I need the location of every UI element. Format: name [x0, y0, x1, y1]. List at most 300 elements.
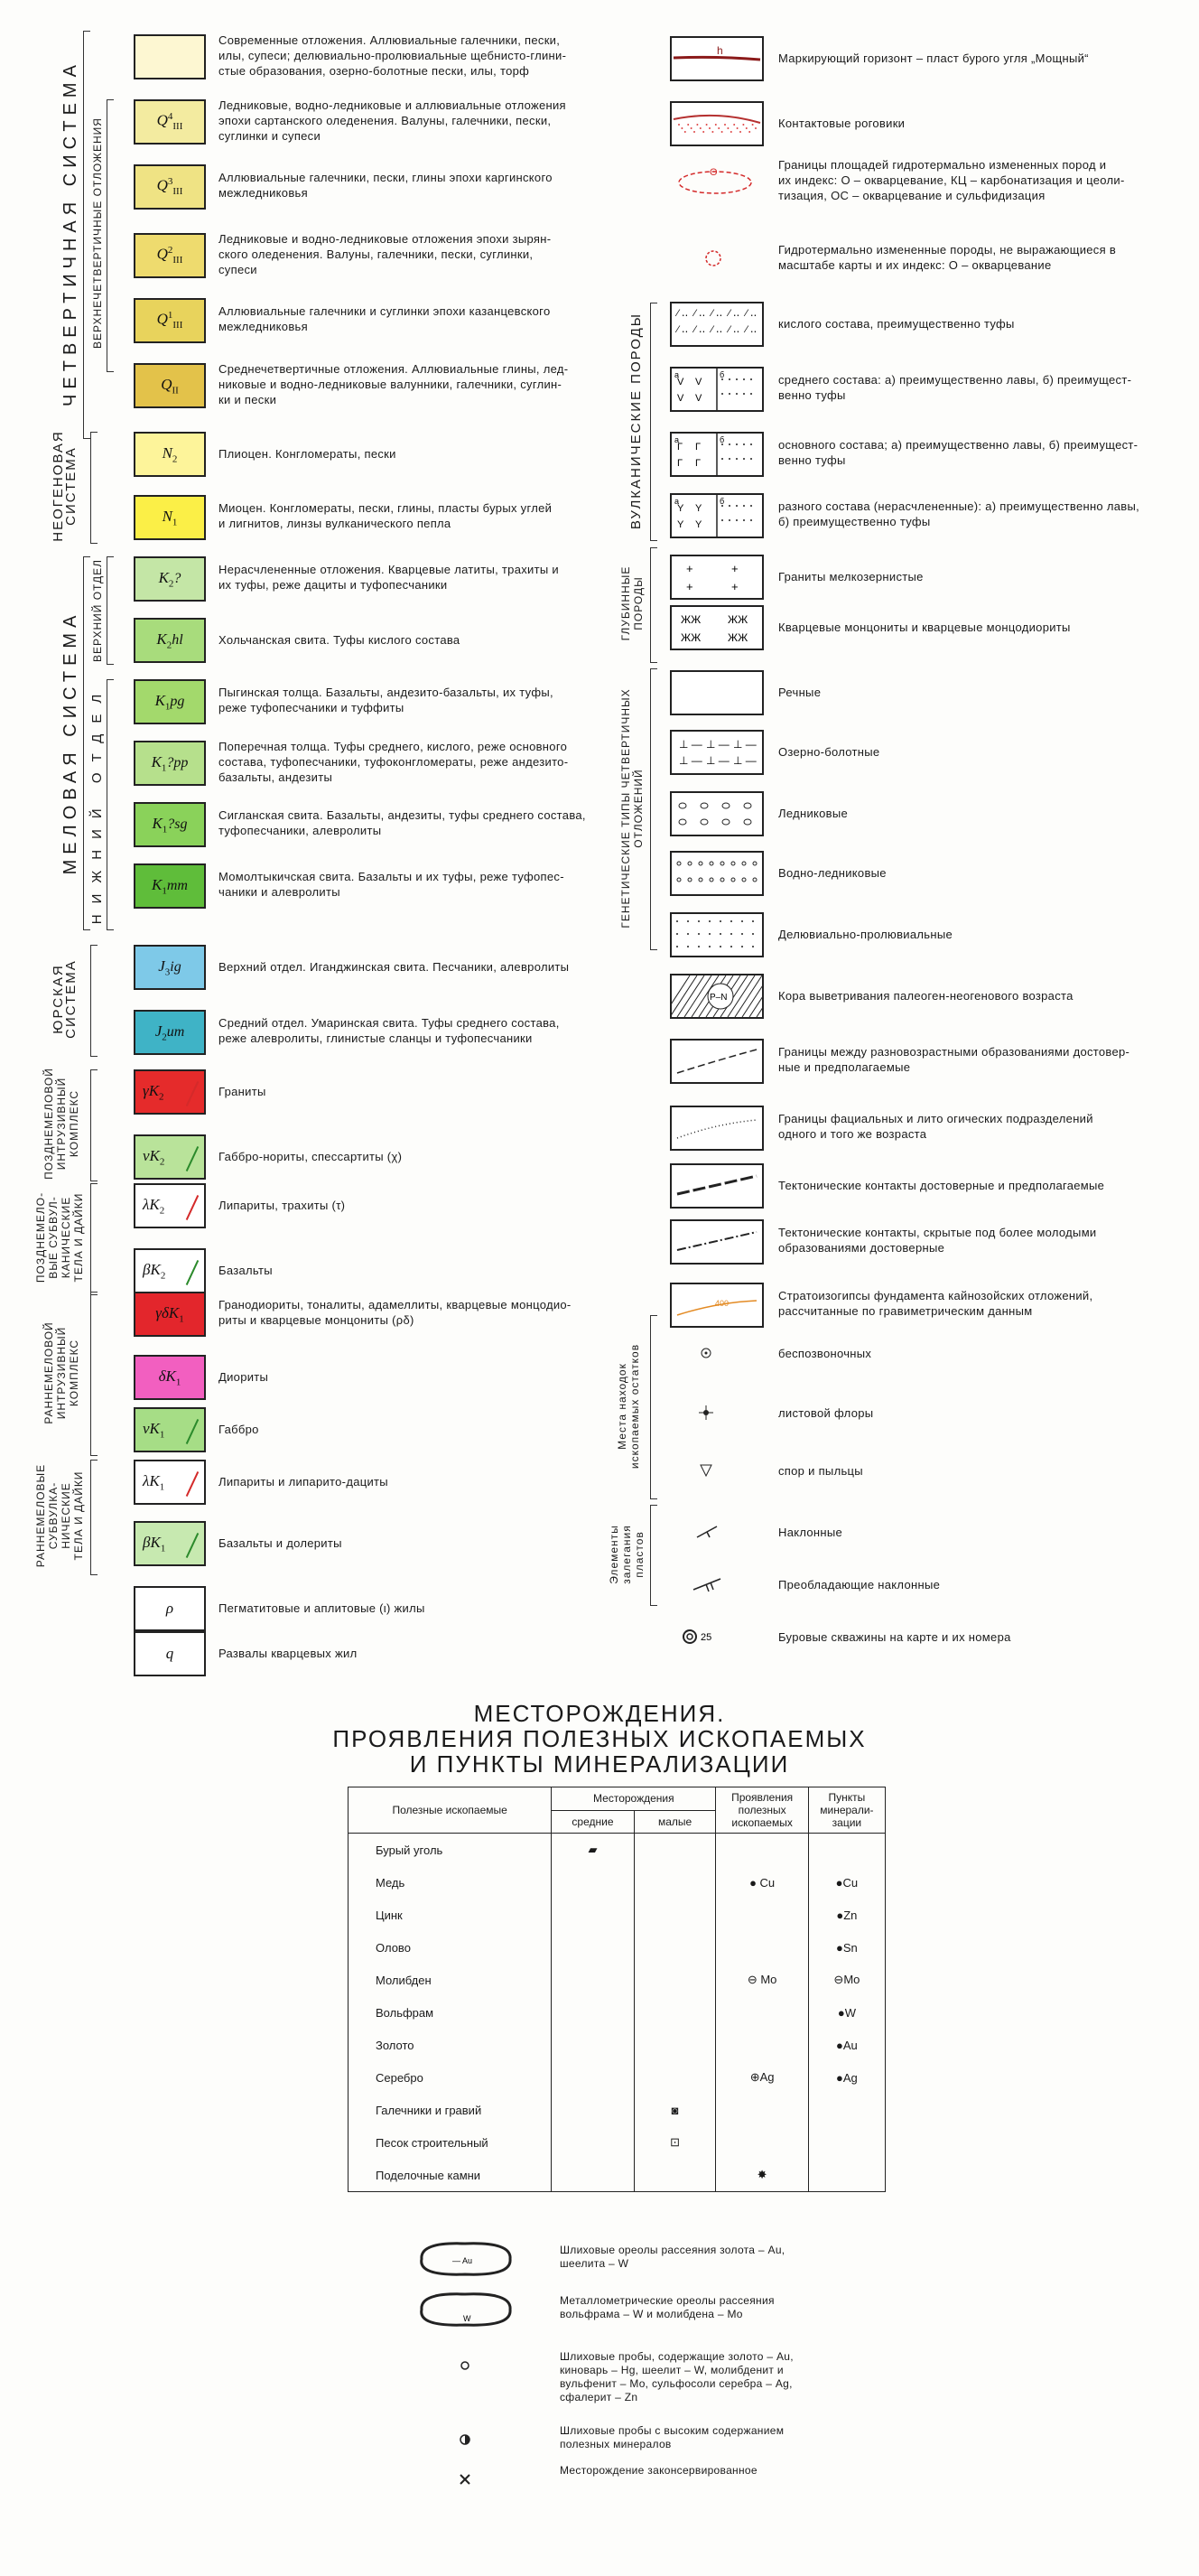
swatch-sub: III [172, 255, 183, 266]
legend-description: Ледниковые, водно-ледниковые и аллювиальные отложения эпохи сартанского оледенения. Валуны, галечники, пески, суглинки и супеси [218, 98, 566, 143]
table-row [349, 2159, 886, 2192]
swatch-sup: 4 [167, 111, 173, 123]
legend-description: Тектонические контакты, скрытые под более молодыми образованиями достоверные [778, 1226, 1097, 1255]
tuff-mark: ⁄ ‥ [729, 308, 740, 319]
legend-swatch [134, 34, 206, 79]
swatch-sub: 2 [159, 1091, 164, 1103]
table-row [349, 2061, 886, 2094]
legend-description: Кварцевые монцониты и кварцевые монцодиориты [778, 621, 1071, 634]
swatch-code [157, 176, 183, 197]
monzonite-mark: ЖЖ [681, 613, 702, 626]
fossils-label: Места находок ископаемых остатков [616, 1343, 641, 1470]
mineral-mark [552, 2061, 634, 2094]
hornfels-dot [691, 127, 692, 129]
hidden-contact [677, 1232, 757, 1250]
table-row [349, 1996, 886, 2029]
swatch-code [143, 1420, 164, 1440]
legend-swatch [134, 1521, 206, 1566]
legend-description: Сигланская свита. Базальты, андезиты, туфы среднего состава, туфопесчаники, алевролиты [218, 808, 586, 837]
swatch-sub: II [172, 385, 179, 397]
dip-tick [707, 1532, 710, 1537]
swatch-sub: III [172, 121, 183, 133]
quaternary-bracket [83, 31, 90, 439]
swatch-symbol: J [154, 1022, 163, 1040]
bottom-legend-symbol [411, 2417, 519, 2462]
pebble-mark [720, 862, 724, 865]
variant-b: б [720, 370, 725, 379]
mineral-mark [716, 2126, 808, 2159]
symbol-graphic [672, 495, 762, 537]
dike-stroke [186, 1146, 199, 1171]
crust-hatch [677, 975, 704, 1017]
legend-description: основного состава; а) преимущественно лавы, б) преимущест- венно туфы [778, 438, 1139, 467]
hornfels-dot [681, 127, 683, 129]
symbol-graphic [672, 853, 762, 894]
bottom-legend-text: Металлометрические ореолы рассеяния вольфрама – W и молибдена – Mo [560, 2294, 775, 2320]
legend-symbol [670, 605, 764, 650]
legend-description: Ледниковые [778, 807, 849, 820]
mineral-mark [552, 1866, 634, 1899]
swatch-code [143, 1261, 165, 1281]
deep-label: ГЛУБИННЫЕ ПОРОДЫ [619, 565, 645, 641]
legend-symbol [670, 1615, 764, 1660]
legend-description: Базальты [218, 1264, 273, 1277]
legend-description: Нерасчлененные отложения. Кварцевые латиты, трахиты и их туфы, реже дациты и туфопесчаники [218, 563, 559, 592]
marsh-mark: ⊥ — [706, 738, 730, 751]
boulder-mark [701, 819, 708, 825]
legend-swatch [134, 233, 206, 278]
legend-description: Тектонические контакты достоверные и предполагаемые [778, 1179, 1105, 1192]
crust-hatch [672, 975, 697, 1017]
legend-swatch [134, 863, 206, 909]
legend-symbol [670, 1163, 764, 1209]
hornfels-dot [737, 127, 739, 129]
mineral-mark: ⊡ [634, 2126, 716, 2159]
tuff-mark: ⁄ ‥ [746, 324, 758, 335]
legend-description: Средний отдел. Умаринская свита. Туфы среднего состава, реже алевролиты, глинистые сланцы и туфопесчаники [218, 1016, 560, 1045]
tuff-dot [743, 505, 745, 507]
crust-hatch [757, 975, 762, 1017]
header-occurrences: Проявления полезных ископаемых [716, 1787, 808, 1834]
tuff-dot [736, 378, 738, 380]
debris-dot [698, 946, 700, 947]
facies-boundary [677, 1120, 757, 1138]
symbol-graphic [672, 672, 762, 714]
symbol-graphic [672, 303, 762, 345]
mineral-mark [634, 1931, 716, 1964]
legend-symbol [670, 974, 764, 1019]
hornfels-dot [748, 131, 750, 133]
debris-dot [741, 946, 743, 947]
halo-label: W [463, 2314, 471, 2323]
early-subvolcanic-bracket [90, 1460, 98, 1575]
swatch-suffix: hl [172, 631, 183, 648]
pebble-mark [742, 862, 746, 865]
swatch-sub: 2 [166, 639, 172, 651]
neogene-bracket [90, 432, 98, 544]
debris-dot [752, 946, 754, 947]
table-row [349, 1899, 886, 1931]
tuff-dot [721, 519, 723, 521]
symbol-graphic [670, 1331, 760, 1373]
lava-mark: V [677, 393, 684, 404]
legend-swatch [134, 298, 206, 343]
swatch-sub: 2 [162, 1031, 167, 1043]
halo-label: — Au [452, 2256, 473, 2265]
tuff-dot [729, 505, 730, 507]
debris-dot [698, 933, 700, 935]
variant-a: а [674, 370, 680, 379]
symbol-graphic [672, 556, 762, 598]
tuff-dot [721, 393, 723, 395]
mineral-mark [808, 2094, 885, 2126]
tuff-dot [743, 393, 745, 395]
symbol-graphic [672, 103, 762, 145]
legend-description: Наклонные [778, 1526, 843, 1539]
invertebrate-dot [705, 1352, 708, 1355]
early-subvolcanic-label: РАННЕМЕЛОВЫЕ СУБВУЛКА- НИЧЕСКИЕ ТЕЛА И ДАЙКИ [34, 1463, 85, 1568]
mineral-mark: ●Zn [808, 1899, 885, 1931]
small-alteration-symbol [706, 251, 720, 266]
crust-hatch [735, 975, 762, 1017]
swatch-sup: 3 [167, 176, 173, 188]
header-deposits: Месторождения [552, 1787, 716, 1811]
legend-description: Граниты [218, 1085, 266, 1098]
tuff-dot [743, 519, 745, 521]
swatch-code [155, 692, 185, 712]
mineral-mark [808, 2126, 885, 2159]
swatch-symbol: βK [143, 1260, 161, 1278]
legend-symbol [670, 1391, 764, 1436]
legend-description: Озерно-болотные [778, 745, 880, 759]
legend-swatch [134, 1248, 206, 1293]
legend-swatch [134, 432, 206, 477]
mineral-mark [716, 2094, 808, 2126]
legend-swatch [134, 1407, 206, 1452]
hornfels-dot [696, 124, 698, 126]
swatch-symbol: λK [143, 1195, 160, 1213]
lava-mark: Γ [677, 442, 683, 453]
legend-description: Момолтыкичская свита. Базальты и их туфы, реже туфопес- чаники и алевролиты [218, 870, 564, 899]
legend-symbol [670, 851, 764, 896]
legend-swatch [134, 679, 206, 724]
upper-quaternary-bracket [107, 99, 114, 372]
swatch-symbol: βK [143, 1533, 161, 1551]
swatch-code [143, 1534, 165, 1554]
debris-dot [709, 920, 711, 922]
boulder-mark [701, 803, 708, 808]
pebble-mark [710, 862, 713, 865]
header-medium: средние [552, 1810, 634, 1834]
legend-description: Среднечетвертичные отложения. Аллювиальные глины, лед- никовые и водно-ледниковые валунники, галечники, суглин- ки и пески [218, 362, 569, 406]
hornfels-dot [684, 131, 686, 133]
mineral-mark [716, 1931, 808, 1964]
symbol-graphic [670, 237, 760, 278]
legend-description: Верхний отдел. Иганджинская свита. Песчаники, алевролиты [218, 960, 570, 974]
table-row [349, 2094, 886, 2126]
granite-mark: + [731, 562, 739, 575]
legend-description: Плиоцен. Конгломераты, пески [218, 447, 396, 461]
swatch-sub: III [172, 186, 183, 198]
mineral-name: Золото [349, 2029, 552, 2061]
tuff-mark: ⁄ ‥ [694, 308, 706, 319]
pebble-mark [699, 862, 702, 865]
tuff-dot [721, 458, 723, 460]
symbol-graphic [672, 1107, 762, 1149]
swatch-symbol: K [151, 752, 162, 770]
dike-stroke [186, 1533, 199, 1558]
swatch-code [158, 957, 181, 977]
mineral-mark [634, 2159, 716, 2192]
variant-b: б [720, 497, 725, 506]
swatch-symbol: K [158, 568, 169, 586]
pebble-mark [742, 878, 746, 882]
legend-swatch [134, 1069, 206, 1115]
swatch-code [157, 310, 183, 331]
legend-description: Контактовые роговики [778, 117, 906, 130]
mineral-mark: ◙ [634, 2094, 716, 2126]
lava-mark: Y [677, 503, 684, 514]
symbol-graphic [670, 1615, 760, 1657]
bottom-legend-text: Шлиховые ореолы рассеяния золота – Au, шеелита – W [560, 2244, 785, 2270]
genetic-bracket [650, 668, 657, 950]
table-row [349, 1866, 886, 1899]
volcanic-label: ВУЛКАНИЧЕСКИЕ ПОРОДЫ [628, 312, 644, 530]
mineral-mark: ⊖Mo [808, 1964, 885, 1996]
debris-dot [676, 933, 678, 935]
table-row [349, 1834, 886, 1867]
mineral-mark [552, 2094, 634, 2126]
legend-description: Липариты, трахиты (τ) [218, 1199, 346, 1212]
tuff-dot [736, 458, 738, 460]
debris-dot [720, 920, 721, 922]
mineral-mark: ⊕Ag [716, 2061, 808, 2094]
hornfels-dot [739, 131, 741, 133]
symbol-graphic [672, 1221, 762, 1263]
well-icon [683, 1630, 696, 1643]
hornfels-dot [687, 124, 689, 126]
mineral-mark: ▰ [552, 1834, 634, 1867]
tuff-dot [736, 393, 738, 395]
legend-description: Стратоизогипсы фундамента кайнозойских отложений, рассчитанные по гравиметрическим данным [778, 1289, 1093, 1318]
swatch-sub: 3 [164, 966, 171, 978]
legend-swatch [134, 802, 206, 847]
lava-mark: V [677, 377, 684, 387]
swatch-symbol: K [152, 875, 163, 893]
dike-stroke [186, 1195, 199, 1220]
deposits-table-body [349, 1834, 886, 2192]
granite-mark: + [686, 580, 693, 593]
legend-description: Пегматитовые и аплитовые (ι) жилы [218, 1601, 425, 1615]
swatch-symbol: γδK [155, 1303, 180, 1321]
debris-dot [720, 946, 721, 947]
mineral-mark [716, 2029, 808, 2061]
legend-symbol [670, 1219, 764, 1265]
marsh-mark: ⊥ — [679, 738, 702, 751]
quaternary-label: ЧЕТВЕРТИЧНАЯ СИСТЕМА [60, 60, 80, 406]
mineral-mark [552, 2126, 634, 2159]
debris-dot [730, 933, 732, 935]
bottom-legend-text: Шлиховые пробы с высоким содержанием полезных минералов [560, 2424, 785, 2450]
legend-swatch [134, 1631, 206, 1676]
legend-description: кислого состава, преимущественно туфы [778, 317, 1015, 331]
stratoisohypse-value: 400 [715, 1299, 730, 1308]
mineral-name: Серебро [349, 2061, 552, 2094]
swatch-symbol: q [165, 1645, 174, 1662]
monzonite-mark: ЖЖ [681, 631, 702, 644]
mineral-name: Вольфрам [349, 1996, 552, 2029]
swatch-code [156, 630, 182, 650]
header-small: малые [634, 1810, 716, 1834]
bottom-legend-text: Месторождение законсервированное [560, 2464, 758, 2477]
swatch-sub: 2 [159, 1205, 165, 1217]
mineral-name: Песок строительный [349, 2126, 552, 2159]
tuff-dot [736, 505, 738, 507]
late-intrusive-bracket [90, 1069, 98, 1181]
pebble-mark [753, 862, 757, 865]
legend-description: Аллювиальные галечники, пески, глины эпохи каргинского межледниковья [218, 171, 553, 200]
mineral-name: Цинк [349, 1899, 552, 1931]
tuff-dot [750, 505, 752, 507]
tuff-dot [743, 443, 745, 445]
lava-mark: Γ [695, 458, 702, 469]
swatch-suffix: ? [173, 570, 181, 586]
mineral-mark [634, 2029, 716, 2061]
swatch-sub: 1 [161, 762, 167, 774]
legend-description: спор и пыльцы [778, 1464, 863, 1478]
hornfels-dot [706, 124, 708, 126]
pebble-mark [731, 862, 735, 865]
bedding-bracket [650, 1505, 657, 1606]
mineral-mark [634, 1899, 716, 1931]
swatch-symbol: νK [143, 1419, 160, 1437]
legend-description: Речные [778, 686, 822, 699]
swatch-sub: 2 [159, 1156, 165, 1168]
swatch-symbol: N [162, 443, 172, 462]
horizon-index: h [717, 44, 723, 57]
pebble-mark [699, 878, 702, 882]
dike-stroke [186, 1081, 199, 1106]
legend-description: листовой флоры [778, 1406, 874, 1420]
marsh-mark: ⊥ — [733, 738, 757, 751]
mineral-mark [716, 1996, 808, 2029]
lower-dept-label: НИЖНИЙ ОТДЕЛ [89, 683, 105, 925]
swatch-sub: 1 [164, 701, 171, 713]
symbol-graphic [672, 607, 762, 649]
volcanic-bracket [650, 303, 657, 541]
mineral-name: Медь [349, 1866, 552, 1899]
legend-description: Преобладающие наклонные [778, 1578, 941, 1591]
age-boundary [677, 1050, 757, 1073]
swatch-symbol: Q [156, 177, 168, 195]
swatch-sup: 1 [167, 310, 173, 322]
debris-dot [709, 933, 711, 935]
prevailing-tick2 [711, 1582, 713, 1590]
pebble-mark [677, 878, 681, 882]
tuff-dot [750, 378, 752, 380]
hornfels-dot [742, 124, 744, 126]
bottom-legend-symbol [411, 2343, 519, 2388]
swatch-sub: 1 [159, 1481, 165, 1493]
symbol-graphic [672, 1284, 762, 1326]
legend-description: Аллювиальные галечники и суглинки эпохи казанцевского межледниковья [218, 304, 551, 333]
prevailing-tick1 [706, 1584, 709, 1591]
legend-symbol [670, 1039, 764, 1084]
boulder-mark [679, 819, 686, 825]
swatch-symbol: K [156, 630, 167, 648]
tuff-dot [729, 458, 730, 460]
legend-symbol [670, 730, 764, 775]
mineral-mark: ✸ [716, 2159, 808, 2192]
lava-mark: Γ [677, 458, 683, 469]
table-row [349, 2126, 886, 2159]
deposits-table [348, 1787, 886, 2192]
upper-dept-label: ВЕРХНИЙ ОТДЕЛ [91, 559, 104, 662]
legend-symbol [670, 1449, 764, 1494]
legend-description: Гидротермально измененные породы, не выражающиеся в масштабе карты и их индекс: О – окварцевание [778, 243, 1117, 272]
hornfels-dot [721, 131, 723, 133]
swatch-sub: 1 [172, 517, 178, 528]
boulder-mark [679, 803, 686, 808]
legend-symbol [670, 493, 764, 538]
mineral-name: Бурый уголь [349, 1834, 552, 1867]
mineral-mark [634, 2061, 716, 2094]
legend-description: Поперечная толща. Туфы среднего, кислого, реже основного состава, туфопесчаники, туфоконгломераты, реже андезито- базальты, андезиты [218, 740, 569, 784]
debris-dot [752, 933, 754, 935]
pebble-mark [731, 878, 735, 882]
lava-mark: Y [695, 519, 702, 530]
swatch-code [152, 753, 189, 773]
legend-description: разного состава (нерасчлененные): а) преимущественно лавы, б) преимущественно туфы [778, 499, 1140, 528]
swatch-sub: 1 [160, 1543, 166, 1554]
tuff-mark: ⁄ ‥ [711, 308, 723, 319]
granite-mark: + [731, 580, 739, 593]
legend-description: Кора выветривания палеоген-неогенового возраста [778, 989, 1074, 1003]
mineral-mark [716, 1899, 808, 1931]
legend-swatch [134, 618, 206, 663]
upper-quaternary-label: ВЕРХНЕЧЕТВЕРТИЧНЫЕ ОТЛОЖЕНИЯ [91, 117, 104, 349]
tuff-mark: ⁄ ‥ [677, 308, 689, 319]
legend-swatch [134, 1586, 206, 1631]
tuff-mark: ⁄ ‥ [677, 324, 689, 335]
variant-a: а [674, 435, 680, 444]
legend-swatch [134, 1355, 206, 1400]
legend-description: беспозвоночных [778, 1347, 872, 1360]
legend-symbol [670, 670, 764, 715]
legend-symbol [670, 1510, 764, 1555]
swatch-sub: 1 [179, 1313, 184, 1325]
debris-dot [720, 933, 721, 935]
debris-dot [741, 920, 743, 922]
hornfels-dot [752, 124, 754, 126]
hornfels-dot [678, 124, 680, 126]
boulder-mark [722, 819, 730, 825]
pebble-mark [677, 862, 681, 865]
symbol-graphic [672, 369, 762, 410]
legend-description: Ледниковые и водно-ледниковые отложения эпохи зырян- ского оледенения. Валуны, галечники, пески, суглинки, супеси [218, 232, 552, 276]
symbol-graphic [670, 1563, 760, 1604]
flora-dot [703, 1410, 709, 1415]
tuff-dot [743, 458, 745, 460]
deposits-title-3: И ПУНКТЫ МИНЕРАЛИЗАЦИИ [409, 1750, 790, 1778]
swatch-code [143, 1147, 164, 1167]
legend-swatch [134, 945, 206, 990]
pebble-mark [720, 878, 724, 882]
legend-description: Базальты и долериты [218, 1536, 342, 1550]
tuff-mark: ⁄ ‥ [694, 324, 706, 335]
monzonite-mark: ЖЖ [728, 631, 748, 644]
swatch-code [143, 1472, 164, 1492]
